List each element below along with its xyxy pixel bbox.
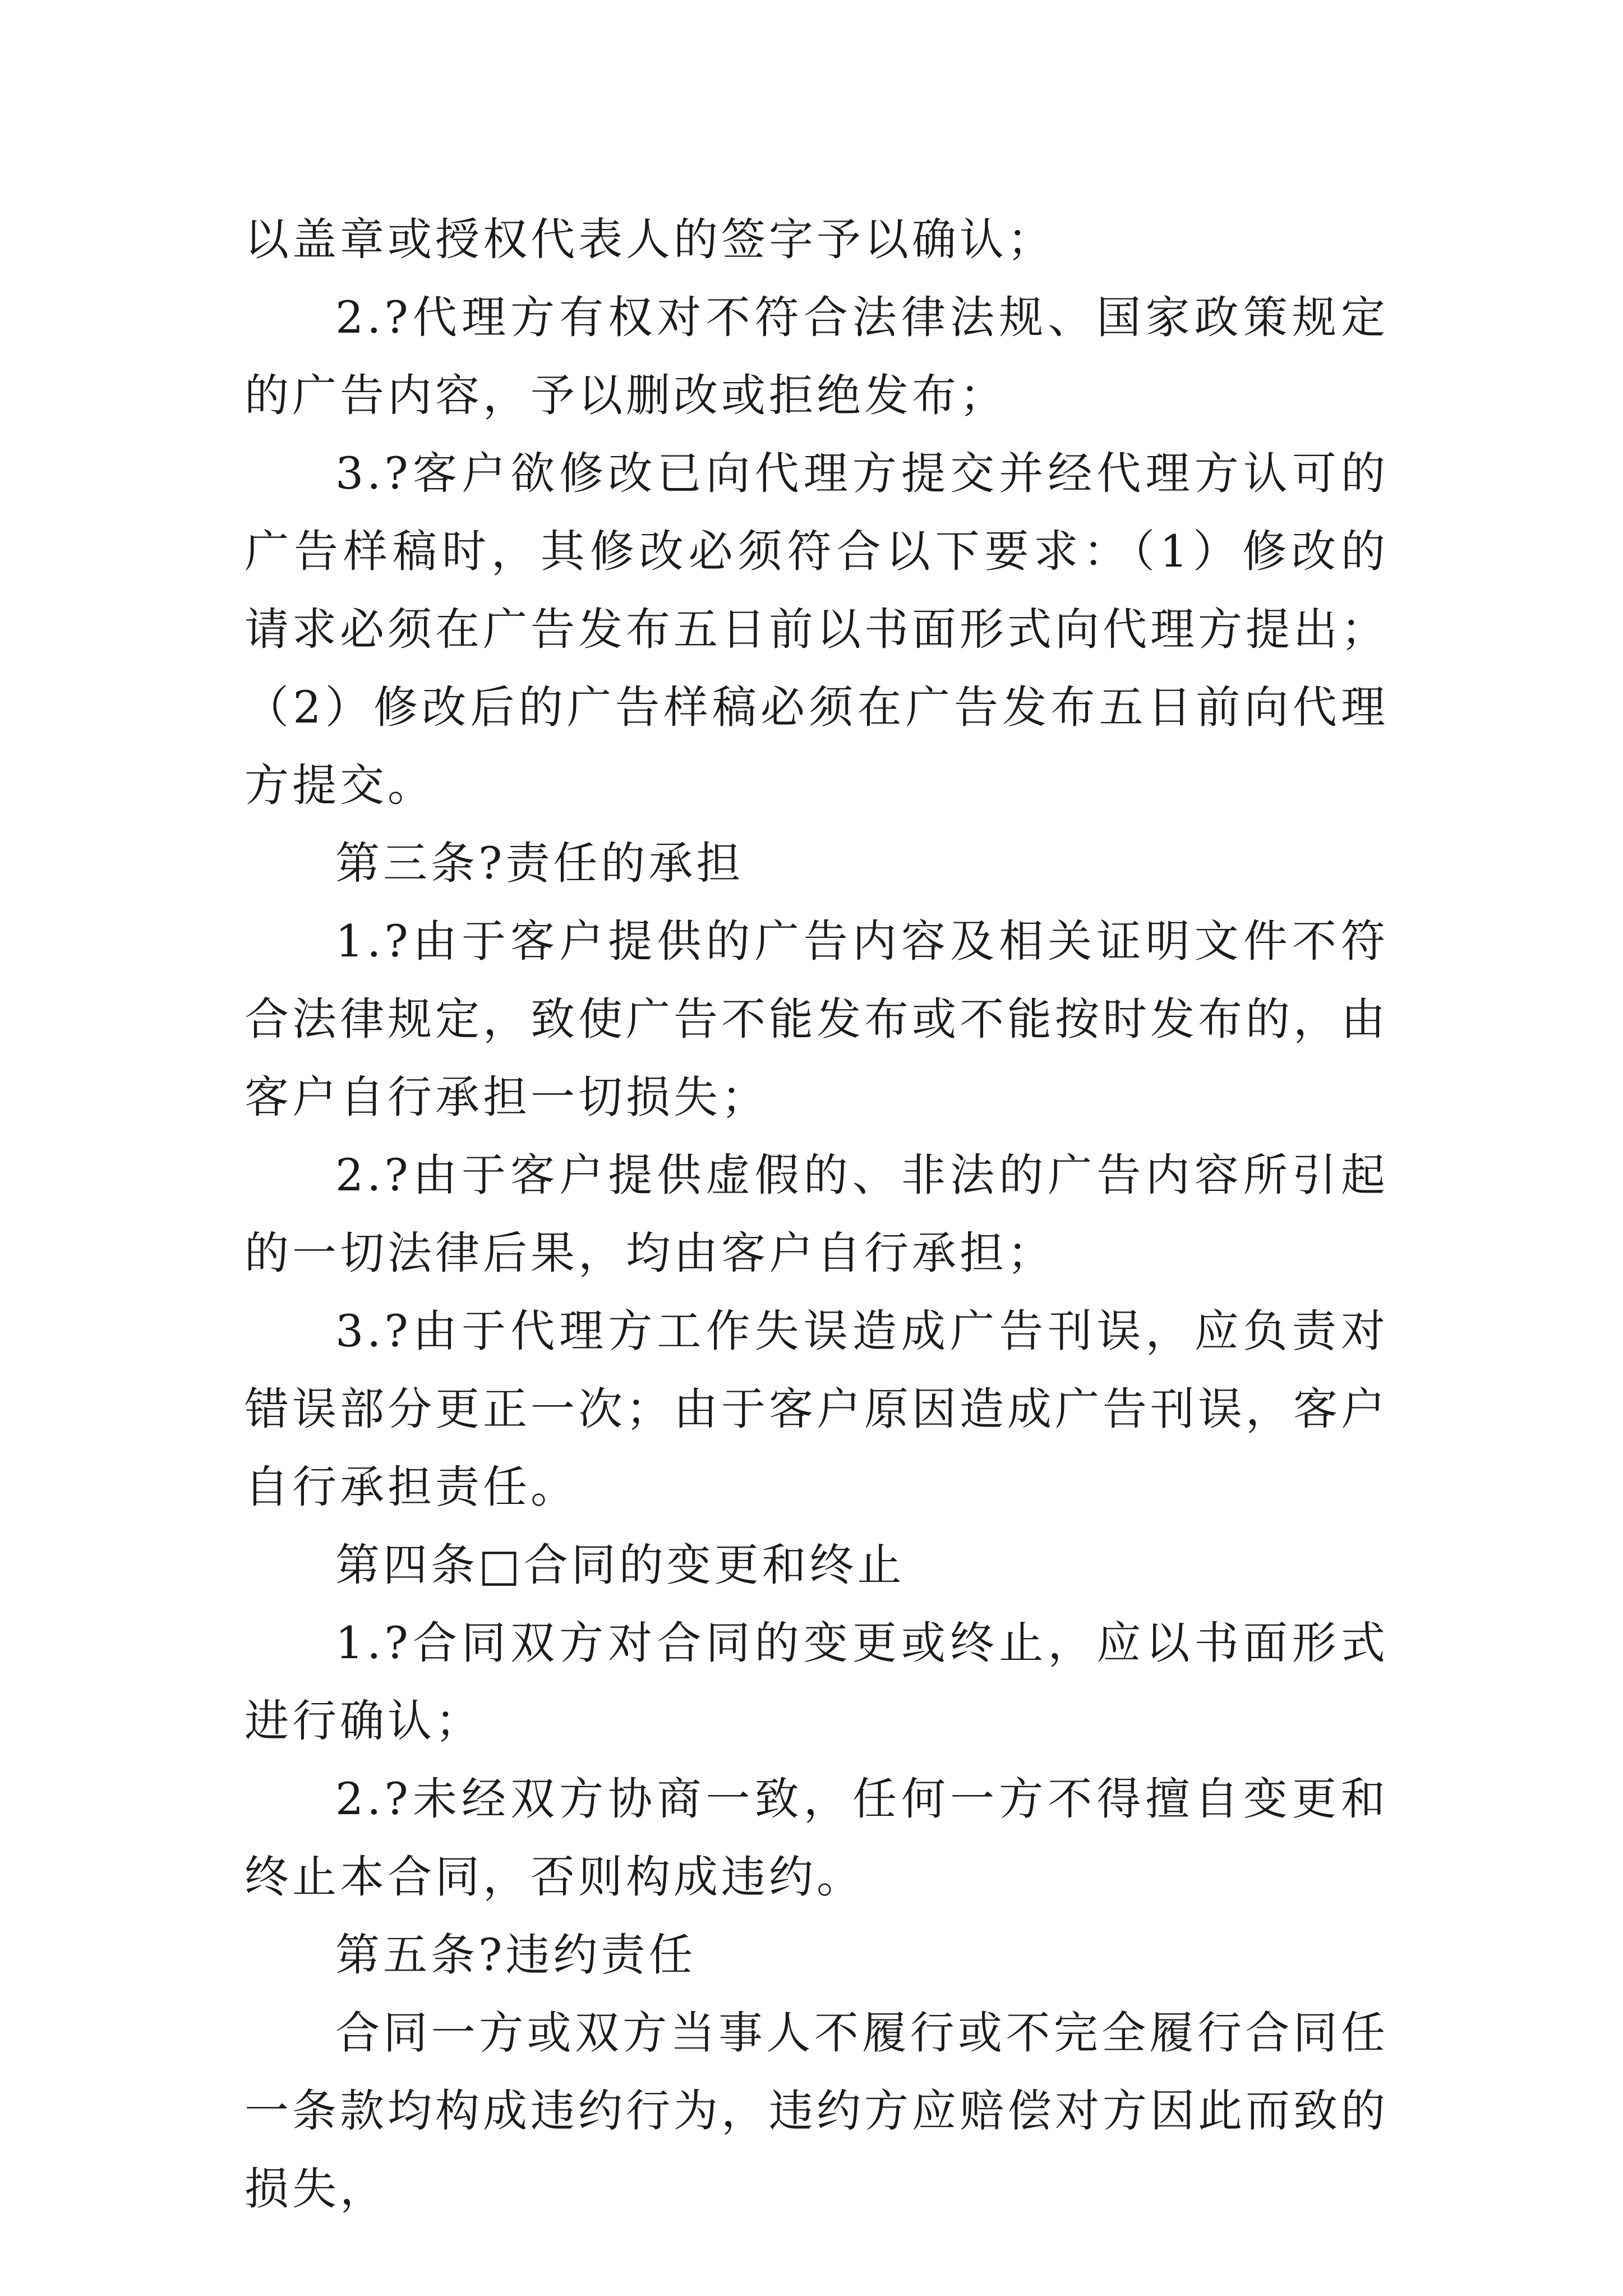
document-body [245,201,1389,2228]
section-heading-article-4: 第四条□合同的变更和终止 [335,1539,905,1591]
paragraph-item-3-modification: 3.?客户欲修改已向代理方提交并经代理方认可的广告样稿时，其修改必须符合以下要求：（1）修改的请求必须在广告发布五日前以书面形式向代理方提出；（2）修改后的广告样稿必须在广告发布五日前向代理方提交。 [245,448,1389,811]
paragraph-liability-2: 2.?由于客户提供虚假的、非法的广告内容所引起的一切法律后果，均由客户自行承担； [245,1149,1389,1279]
paragraph-continuation: 以盖章或授权代表人的签字予以确认； [245,214,1055,265]
section-heading-article-5: 第五条?违约责任 [335,1929,697,1981]
paragraph-liability-1: 1.?由于客户提供的广告内容及相关证明文件不符合法律规定，致使广告不能发布或不能按时发布的，由客户自行承担一切损失； [245,915,1389,1123]
paragraph-change-1: 1.?合同双方对合同的变更或终止，应以书面形式进行确认； [245,1617,1389,1747]
paragraph-liability-3: 3.?由于代理方工作失误造成广告刊误，应负责对错误部分更正一次；由于客户原因造成广告刊误，客户自行承担责任。 [245,1305,1389,1513]
section-heading-article-3: 第三条?责任的承担 [335,838,744,889]
paragraph-item-2-edit-right: 2.?代理方有权对不符合法律法规、国家政策规定的广告内容，予以删改或拒绝发布； [245,292,1389,421]
paragraph-breach: 合同一方或双方当事人不履行或不完全履行合同任一条款均构成违约行为，违约方应赔偿对方因此而致的损失， [245,2007,1389,2215]
paragraph-change-2: 2.?未经双方协商一致，任何一方不得擅自变更和终止本合同，否则构成违约。 [245,1773,1389,1903]
